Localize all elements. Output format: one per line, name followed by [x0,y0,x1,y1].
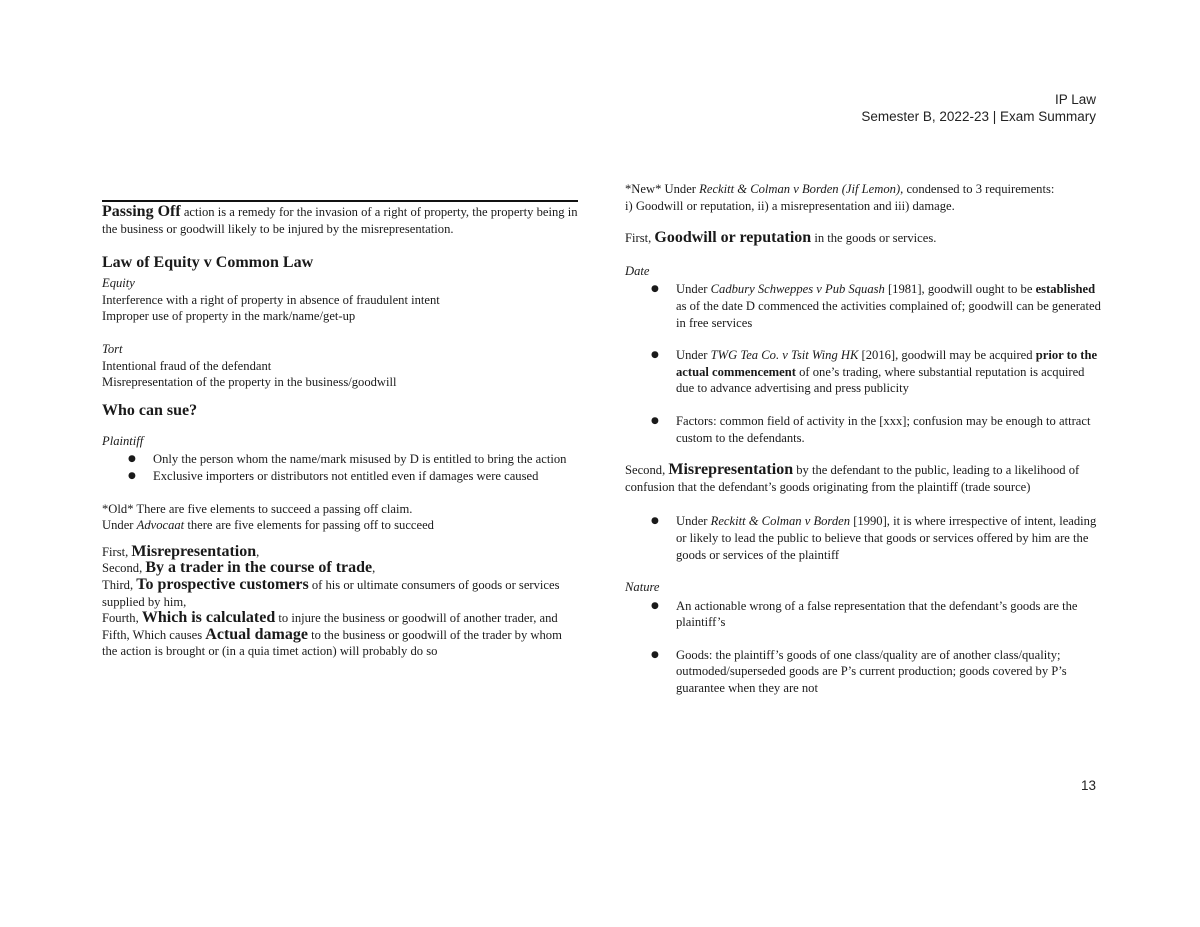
passing-off-definition: action is a remedy for the invasion of a right of property, the property being in the business or goodwill likely to be injured by the misrepresentation. [102,205,578,236]
nature-label: Nature [625,580,660,595]
second-requirement [625,462,1101,495]
page-number: 13 [1080,778,1096,793]
item-bold: prior to the actual commencement [676,348,1098,379]
header-subtitle: Semester B, 2022-23 | Exam Summary [861,109,1096,124]
element-ordinal: First, [102,544,132,559]
first-term: Goodwill or reputation [654,229,812,247]
case-name: Cadbury Schweppes v Pub Squash [710,282,885,297]
element-term: Misrepresentation [131,542,257,560]
list-item: ● Factors: common field of activity in the [xxx]; confusion may be enough to attract custom to the defendants. [676,413,1101,446]
element-ordinal: Fifth, Which causes [102,627,206,642]
list-item: ● Only the person whom the name/mark misused by D is entitled to bring the action [153,451,578,468]
date-list [625,281,1101,446]
element-rest: to injure the business or goodwill of another trader, and [275,611,558,626]
new-case: Reckitt & Colman v Borden (Jif Lemon), [699,182,904,196]
header-title: IP Law [1054,92,1096,107]
new-pre: *New* Under [625,182,700,196]
first-requirement [625,230,1101,247]
equity-label: Equity [102,276,135,291]
element-term: By a trader in the course of trade [145,559,373,577]
equity-heading: Law of Equity v Common Law [102,254,314,272]
requirements-list: i) Goodwill or reputation, ii) a misrepresentation and iii) damage. [625,198,955,213]
element-third [102,577,578,610]
who-can-sue-heading: Who can sue? [102,401,198,419]
element-rest: , [256,544,260,559]
left-column [102,200,578,660]
second-pre: Second, [625,463,669,478]
element-rest: of his or ultimate consumers of goods or services supplied by him, [102,577,560,609]
list-item [676,281,1101,331]
case-name: Reckitt & Colman v Borden [710,514,851,529]
passing-off-term: Passing Off [102,203,181,220]
new-note [625,181,1101,198]
item-pre: Under [676,282,711,297]
element-rest: , [372,561,376,576]
right-column [625,181,1101,697]
date-label: Date [625,263,650,278]
list-item [676,513,1101,563]
second-post: by the defendant to the public, leading to a likelihood of confusion that the defendant’s goods originating from the plaintiff (trade source) [625,463,1080,494]
element-fifth [102,627,578,660]
list-item: ● Goods: the plaintiff’s goods of one class/quality are of another class/quality; outmoded/superseded goods are P’s current production; goods covered by P’s guarantee when they are not [676,647,1101,697]
element-rest: to the business or goodwill of the trader by whom the action is brought or (in a quia timet action) will probably do so [102,627,562,659]
item-bold: established [1035,282,1096,297]
item-pre: Under [676,348,711,363]
element-ordinal: Second, [102,561,146,576]
item-post: of one’s trading, where substantial reputation is acquired due to advance advertising and press publicity [676,364,1085,396]
advocaat-line [102,517,578,534]
page-header [861,91,1096,125]
first-pre: First, [625,231,655,246]
advocaat-pre: Under [102,518,137,533]
advocaat-post: there are five elements for passing off to succeed [184,518,434,533]
element-term: Actual damage [205,625,308,643]
advocaat-case: Advocaat [136,518,185,533]
case-name: TWG Tea Co. v Tsit Wing HK [710,348,859,363]
second-term: Misrepresentation [668,461,794,479]
old-note: *Old* There are five elements to succeed a passing off claim. [102,501,413,516]
list-item: ● Exclusive importers or distributors not entitled even if damages were caused [153,468,578,485]
item-mid: [2016], goodwill may be acquired [858,348,1036,363]
item-post: as of the date D commenced the activities complained of; goodwill can be generated in free services [676,298,1101,330]
element-first [102,544,578,561]
plaintiff-list [102,451,578,484]
equity-line: Improper use of property in the mark/name/get-up [102,309,356,324]
element-ordinal: Fourth, [102,611,142,626]
tort-line: Intentional fraud of the defendant [102,358,272,373]
element-term: To prospective customers [136,575,309,593]
tort-label: Tort [102,341,123,356]
tort-line: Misrepresentation of the property in the business/goodwill [102,375,397,390]
element-term: Which is calculated [141,609,276,627]
list-item: ● An actionable wrong of a false representation that the defendant’s goods are the plaintiff’s [676,598,1101,631]
nature-list [625,598,1101,697]
first-post: in the goods or services. [811,231,937,246]
reckitt-list [625,513,1101,563]
equity-line: Interference with a right of property in absence of fraudulent intent [102,292,440,307]
list-item [676,347,1101,397]
new-post: condensed to 3 requirements: [903,182,1055,196]
element-ordinal: Third, [102,577,137,592]
item-pre: Under [676,514,711,529]
element-second [102,560,578,577]
plaintiff-label: Plaintiff [102,433,144,448]
item-mid: [1981], goodwill ought to be [884,282,1036,297]
item-post: [1990], it is where irrespective of intent, leading or likely to lead the public to believe that goods or services offered by him are the goods or services of the plaintiff [676,514,1097,562]
element-fourth [102,610,578,627]
passing-off-intro [102,204,578,237]
